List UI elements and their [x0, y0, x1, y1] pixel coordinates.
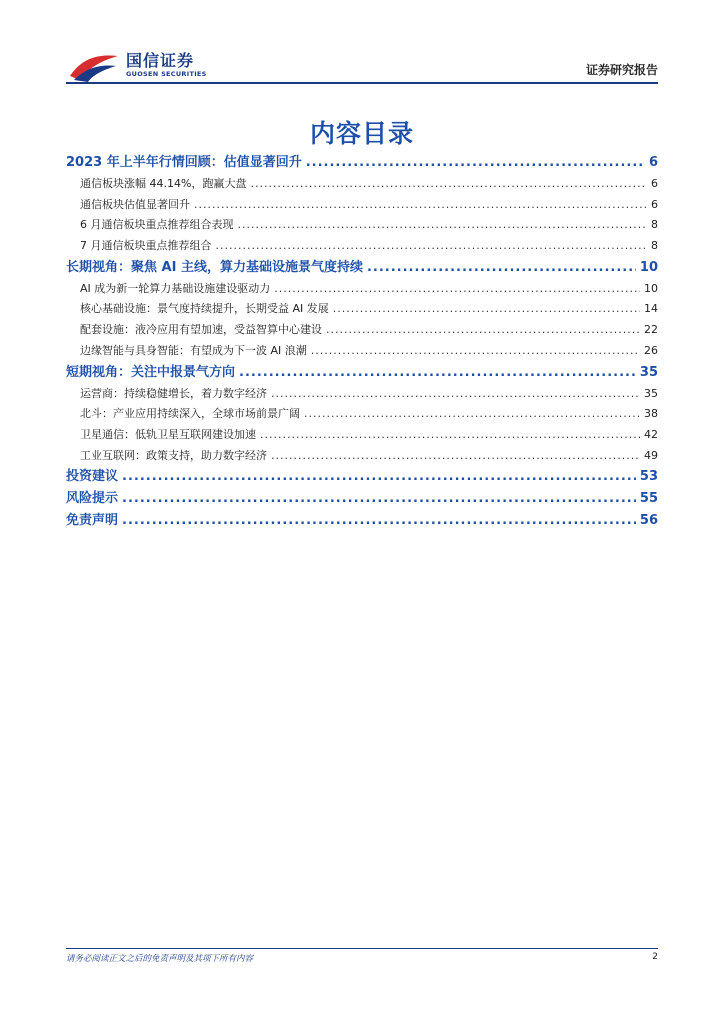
toc-entry-text: 核心基础设施：景气度持续提升，长期受益 AI 发展 [80, 302, 329, 316]
toc-entry[interactable] [66, 446, 658, 467]
toc-entry-page: 8 [651, 218, 658, 232]
page-number: 2 [652, 952, 658, 962]
toc-entry-page: 14 [644, 302, 658, 316]
toc-entry-page: 22 [644, 323, 658, 337]
toc-entry-page: 10 [644, 281, 658, 295]
toc-leader-dots [122, 466, 636, 488]
toc-entry[interactable] [66, 195, 658, 216]
toc-entry-text: 卫星通信：低轨卫星互联网建设加速 [80, 427, 256, 441]
toc-entry[interactable] [66, 215, 658, 236]
toc-entry[interactable] [66, 341, 658, 362]
toc-leader-dots [274, 279, 640, 300]
toc-leader-dots [122, 510, 636, 532]
toc-entry-text: 2023 年上半年行情回顾：估值显著回升 [66, 155, 302, 170]
toc-entry-page: 55 [639, 491, 658, 507]
page-header [66, 46, 658, 86]
toc-entry-text: 通信板块估值显著回升 [80, 197, 190, 211]
toc-entry-text: 投资建议 [66, 469, 119, 485]
toc-entry-text: AI 成为新一轮算力基础设施建设驱动力 [80, 281, 271, 295]
toc-entry-text: 免责声明 [66, 513, 119, 529]
toc-leader-dots [260, 425, 640, 446]
toc-entry-page: 35 [644, 386, 658, 400]
toc-entry-page: 53 [639, 469, 658, 485]
header-divider [66, 82, 658, 84]
toc-entry-page: 49 [644, 448, 658, 462]
guosen-logo-mark-icon [68, 50, 120, 82]
disclaimer-note: 请务必阅读正文之后的免责声明及其项下所有内容 [66, 954, 254, 964]
toc-leader-dots [250, 174, 647, 195]
logo-text-en: GUOSEN SECURITIES [126, 70, 207, 78]
toc-entry[interactable] [66, 236, 658, 257]
toc-entry-text: 长期视角：聚焦 AI 主线，算力基础设施景气度持续 [66, 259, 363, 275]
toc-entry[interactable] [66, 425, 658, 446]
toc-entry-text: 短期视角：关注中报景气方向 [66, 364, 236, 380]
toc-leader-dots [216, 236, 648, 257]
toc-entry-text: 6 月通信板块重点推荐组合表现 [80, 218, 234, 232]
toc-entry[interactable] [66, 174, 658, 195]
page-title: 内容目录 [309, 119, 414, 148]
toc-entry-text: 运营商：持续稳健增长，着力数字经济 [80, 386, 267, 400]
toc-entry[interactable] [66, 320, 658, 341]
table-of-contents [66, 152, 658, 532]
toc-entry-page: 6 [648, 155, 658, 170]
toc-entry-page: 10 [639, 259, 658, 275]
toc-entry[interactable] [66, 362, 658, 384]
toc-entry-text: 7 月通信板块重点推荐组合 [80, 239, 212, 253]
toc-entry-text: 工业互联网：政策支持，助力数字经济 [80, 448, 267, 462]
toc-entry-text: 风险提示 [66, 491, 119, 507]
toc-entry[interactable] [66, 404, 658, 425]
toc-leader-dots [367, 257, 636, 279]
toc-entry-page: 42 [644, 427, 658, 441]
toc-leader-dots [311, 341, 640, 362]
toc-entry[interactable] [66, 488, 658, 510]
toc-entry-page: 26 [644, 343, 658, 357]
toc-leader-dots [238, 215, 648, 236]
toc-leader-dots [326, 320, 640, 341]
toc-entry-page: 6 [651, 177, 658, 190]
toc-entry-page: 6 [651, 197, 658, 211]
toc-leader-dots [122, 488, 636, 510]
toc-leader-dots [306, 152, 645, 174]
toc-entry[interactable] [66, 510, 658, 532]
toc-leader-dots [239, 362, 636, 384]
toc-entry-text: 通信板块涨幅 44.14%，跑赢大盘 [80, 177, 247, 190]
toc-entry[interactable] [66, 152, 658, 174]
footer-divider [66, 948, 658, 949]
toc-entry[interactable] [66, 299, 658, 320]
toc-leader-dots [271, 384, 640, 405]
toc-leader-dots [194, 195, 647, 216]
toc-entry[interactable] [66, 279, 658, 300]
toc-entry-page: 35 [639, 364, 658, 380]
toc-leader-dots [271, 446, 640, 467]
toc-entry[interactable] [66, 257, 658, 279]
toc-leader-dots [333, 299, 640, 320]
toc-entry-text: 配套设施：液冷应用有望加速，受益智算中心建设 [80, 323, 322, 337]
toc-entry-page: 56 [639, 513, 658, 529]
toc-entry-page: 38 [644, 407, 658, 421]
logo-text-cn: 国信证券 [126, 51, 195, 70]
toc-entry[interactable] [66, 466, 658, 488]
guosen-logo [66, 46, 266, 86]
toc-leader-dots [304, 404, 640, 425]
toc-entry-text: 边缘智能与具身智能：有望成为下一波 AI 浪潮 [80, 343, 307, 357]
toc-entry-page: 8 [651, 239, 658, 253]
report-type-label: 证券研究报告 [585, 63, 658, 77]
toc-entry-text: 北斗：产业应用持续深入，全球市场前景广阔 [80, 407, 300, 421]
toc-entry[interactable] [66, 384, 658, 405]
